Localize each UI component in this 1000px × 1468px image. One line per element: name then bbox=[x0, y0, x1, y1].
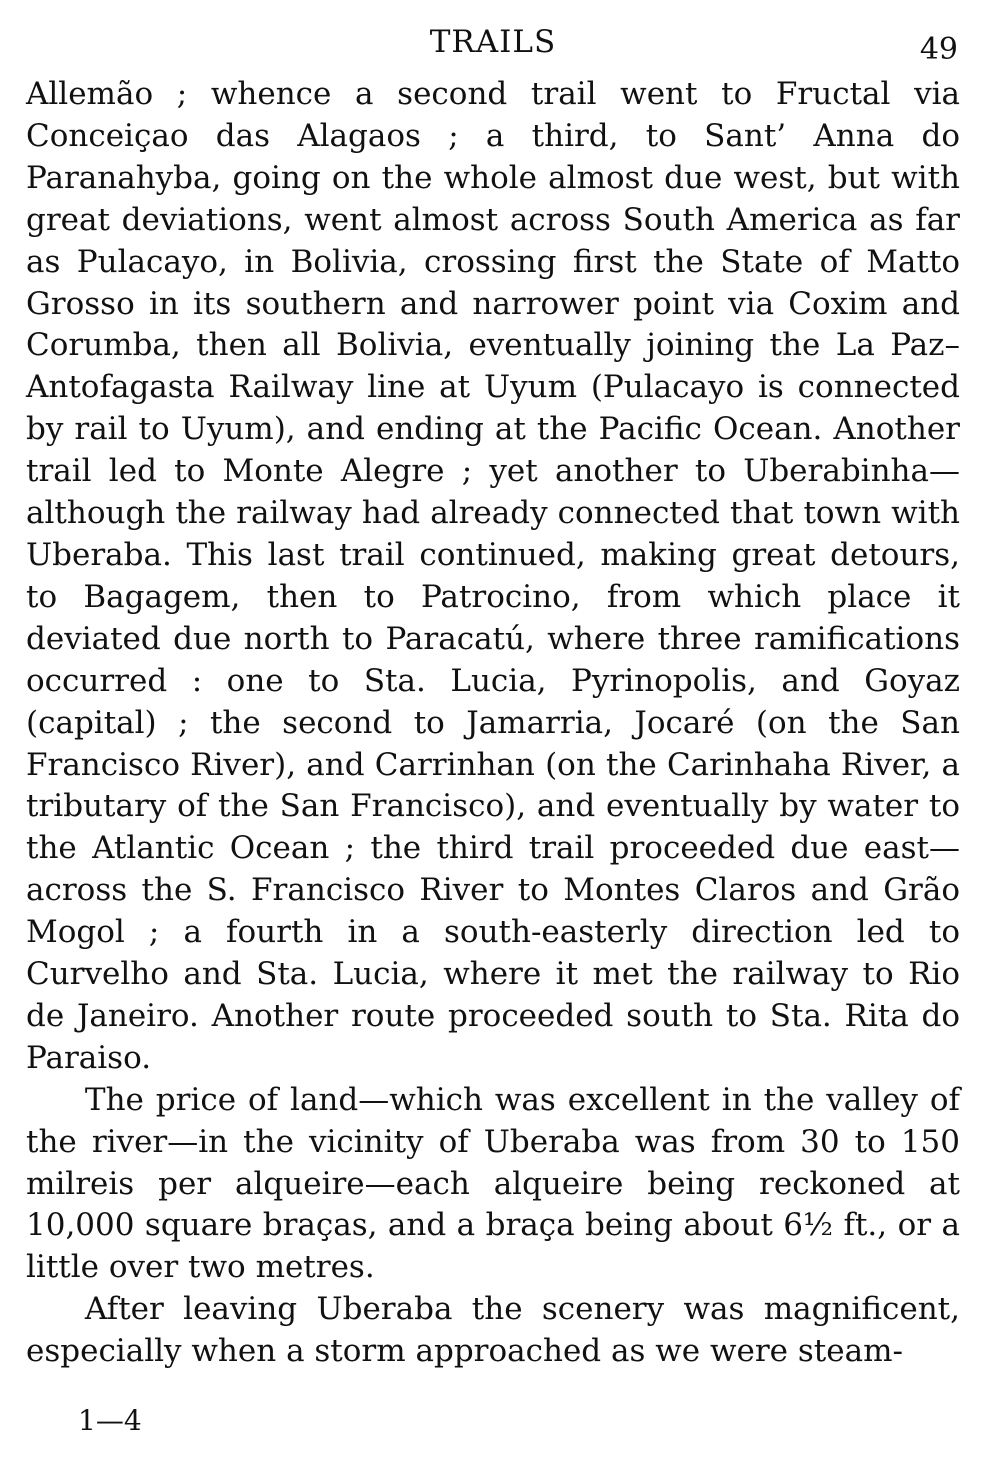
page-number: 49 bbox=[919, 32, 958, 67]
page-header bbox=[26, 18, 960, 74]
book-page bbox=[26, 18, 960, 1458]
paragraph-continued: Allemão ; whence a second trail went to Fructal via Conceiçao das Alagaos ; a third, to Sant’ Anna do Paranahyba, going on the whole almost due west, but with great deviations, went almost across South America as far as Pulacayo, in Bolivia, crossing first the State of Matto Grosso in its southern and narrower point via Coxim and Corumba, then all Bolivia, eventually joining the La Paz–Antofagasta Railway line at Uyum (Pulacayo is connected by rail to Uyum), and ending at the Pacific Ocean. Another trail led to Monte Alegre ; yet another to Uberabinha—although the railway had already connected that town with Uberaba. This last trail continued, making great detours, to Bagagem, then to Patrocino, from which place it deviated due north to Paracatú, where three ramifications occurred : one to Sta. Lucia, Pyrinopolis, and Goyaz (capital) ; the second to Jamarria, Jocaré (on the San Francisco River), and Carrinhan (on the Carinhaha River, a tributary of the San Francisco), and eventually by water to the Atlantic Ocean ; the third trail proceeded due east—across the S. Francisco River to Montes Claros and Grão Mogol ; a fourth in a south-easterly direction led to Curvelho and Sta. Lucia, where it met the railway to Rio de Janeiro. Another route proceeded south to Sta. Rita do Paraiso. bbox=[26, 76, 960, 1076]
paragraph-scenery: After leaving Uberaba the scenery was magnificent, especially when a storm approached as we were steam- bbox=[26, 1291, 960, 1370]
paragraph-land-price: The price of land—which was excellent in the valley of the river—in the vicinity of Uberaba was from 30 to 150 milreis per alqueire—each alqueire being reckoned at 10,000 square braças, and a braça being about 6½ ft., or a little over two metres. bbox=[26, 1081, 960, 1286]
signature-mark: 1—4 bbox=[78, 1404, 142, 1437]
running-title: TRAILS bbox=[429, 24, 557, 60]
